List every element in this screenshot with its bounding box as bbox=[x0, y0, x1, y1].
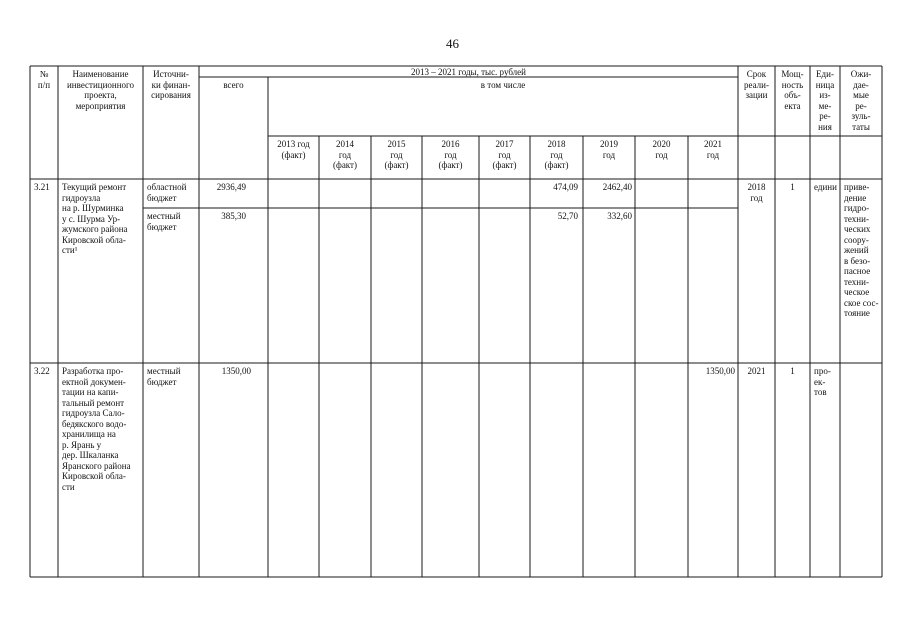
header-col-num: № п/п bbox=[37, 69, 51, 90]
row-3-22-num: 3.22 bbox=[34, 366, 50, 376]
header-col-capacity: Мощ- ность объ- екта bbox=[781, 69, 804, 111]
header-year-2021: 2021 год bbox=[704, 139, 722, 160]
row-3-21-name: Текущий ремонт гидроузла на р. Шурминка у с. Шурма Ур- жумского района Кировской обла- сти¹ bbox=[62, 182, 128, 255]
row-3-21-source-local: местный бюджет bbox=[147, 211, 181, 232]
header-col-source: Источни- ки финан- сирования bbox=[151, 69, 191, 100]
header-year-2016: 2016 год (факт) bbox=[438, 139, 463, 170]
row-3-21-source-regional: областной бюджет bbox=[147, 182, 187, 203]
header-year-2018: 2018 год (факт) bbox=[544, 139, 569, 170]
header-year-2013: 2013 год (факт) bbox=[277, 139, 310, 160]
row-3-21-local-2018: 52,70 bbox=[557, 211, 578, 221]
header-year-2017: 2017 год (факт) bbox=[492, 139, 517, 170]
row-3-21-term: 2018 год bbox=[747, 182, 766, 203]
row-3-22-capacity: 1 bbox=[790, 366, 795, 376]
row-3-21-num: 3.21 bbox=[34, 182, 50, 192]
row-3-21-regional-total: 2936,49 bbox=[216, 182, 246, 192]
header-col-results: Ожи- дае- мые ре- зуль- таты bbox=[850, 69, 872, 132]
header-col-unit: Еди- ница из- ме- ре- ния bbox=[815, 69, 835, 132]
header-year-2015: 2015 год (факт) bbox=[384, 139, 409, 170]
row-3-21-local-2019: 332,60 bbox=[607, 211, 632, 221]
row-3-22-local-2021: 1350,00 bbox=[705, 366, 735, 376]
row-3-22-name: Разработка про- ектной докумен- тации на капи- тальный ремонт гидроузла Сало- бедякского водо- хранилища на р. Ярань у дер. Шкаланка Яранского района Кировской обла- сти bbox=[62, 366, 131, 492]
row-3-21-unit: едини bbox=[814, 182, 837, 192]
header-period-title: 2013 – 2021 годы, тыс. рублей bbox=[411, 67, 526, 77]
header-col-term: Срок реали- зации bbox=[744, 69, 769, 100]
page-number: 46 bbox=[446, 36, 459, 51]
row-3-22-term: 2021 bbox=[747, 366, 766, 376]
row-3-21-regional-2019: 2462,40 bbox=[602, 182, 632, 192]
header-col-name: Наименование инвестиционного проекта, мероприятия bbox=[66, 69, 135, 111]
row-3-22-local-total: 1350,00 bbox=[221, 366, 251, 376]
header-total: всего bbox=[223, 80, 244, 90]
header-year-2014: 2014 год (факт) bbox=[332, 139, 357, 170]
row-3-22-unit: про- ек- тов bbox=[814, 366, 831, 397]
row-3-21-regional-2018: 474,09 bbox=[553, 182, 578, 192]
row-3-21-results: приве- дение гидро- техни- ческих соору- жений в безо- пасное техни- ческое ское сос- тояние bbox=[844, 182, 879, 318]
row-3-21-capacity: 1 bbox=[790, 182, 795, 192]
row-3-21-local-total: 385,30 bbox=[221, 211, 246, 221]
header-year-2019: 2019 год bbox=[600, 139, 618, 160]
header-year-2020: 2020 год bbox=[652, 139, 671, 160]
header-including: в том числе bbox=[480, 80, 526, 90]
row-3-22-source-local: местный бюджет bbox=[147, 366, 181, 387]
